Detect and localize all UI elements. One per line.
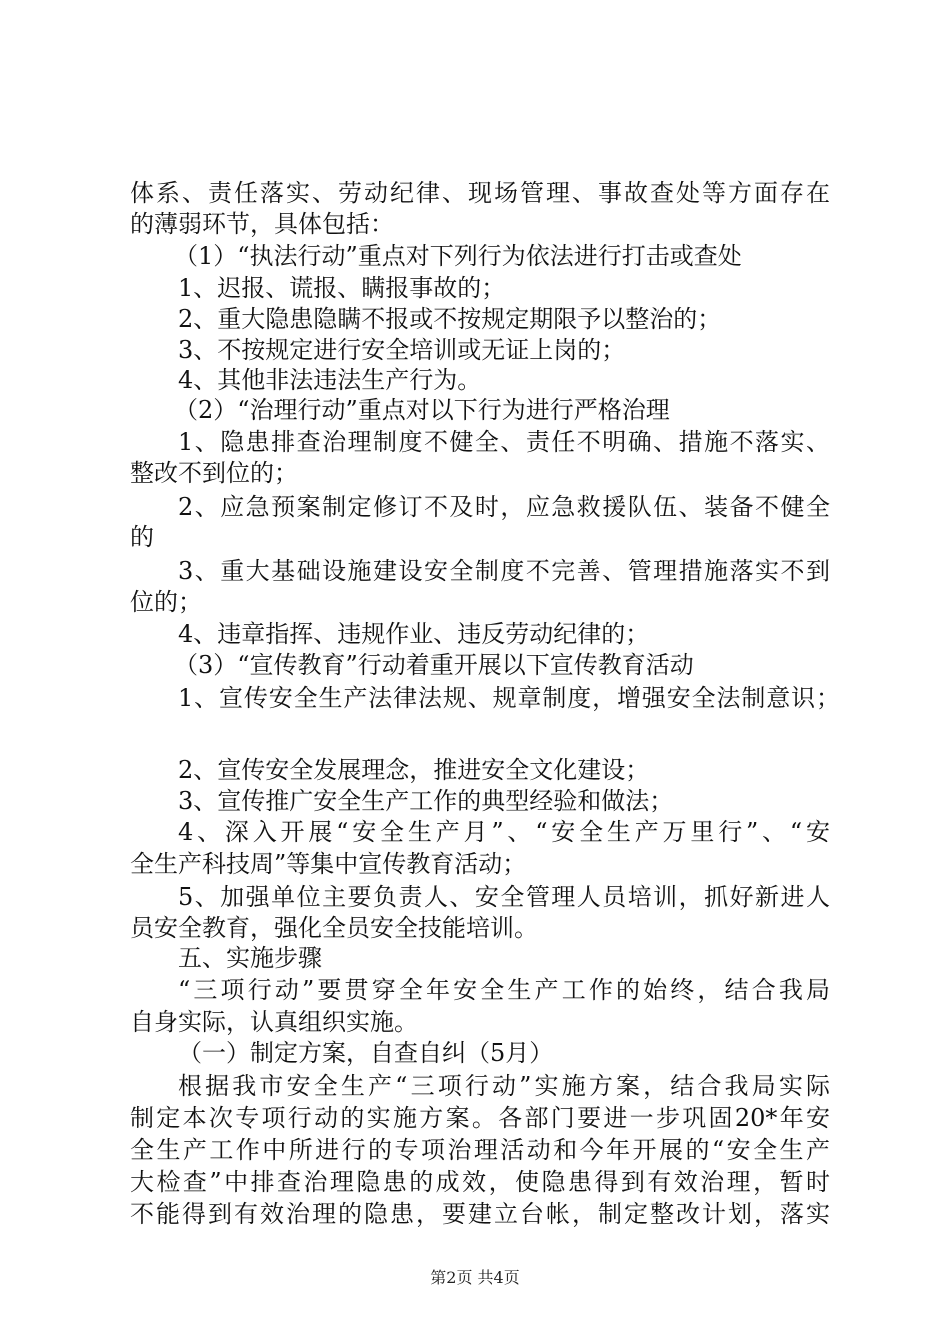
list-item: 2、重大隐患隐瞒不报或不按规定期限予以整治的； [178,305,722,333]
paragraph-line: 大检查”中排查治理隐患的成效，使隐患得到有效治理，暂时 [130,1168,830,1196]
paragraph-line: 全生产工作中所进行的专项治理活动和今年开展的“安全生产 [130,1136,830,1164]
list-item: 3、重大基础设施建设安全制度不完善、管理措施落实不到 [178,557,830,585]
list-item: 5、加强单位主要负责人、安全管理人员培训，抓好新进人 [178,883,830,911]
subsection-heading: （一）制定方案，自查自纠（5月） [178,1039,554,1067]
list-item: 1、迟报、谎报、瞒报事故的； [178,274,506,302]
list-item: 4、深入开展“安全生产月”、“安全生产万里行”、“安 [178,818,830,846]
list-item: 1、宣传安全生产法律法规、规章制度，增强安全法制意识； [178,684,840,712]
list-item-continuation: 位的； [130,588,202,616]
paragraph-line: 制定本次专项行动的实施方案。各部门要进一步巩固20*年安 [130,1104,830,1132]
body-text-line: 的薄弱环节，具体包括： [130,210,394,238]
list-item: 2、应急预案制定修订不及时，应急救援队伍、装备不健全 [178,493,830,521]
section-heading-1: （1）“执法行动”重点对下列行为依法进行打击或查处 [174,242,742,270]
section-heading-3: （3）“宣传教育”行动着重开展以下宣传教育活动 [174,651,694,679]
list-item: 3、宣传推广安全生产工作的典型经验和做法； [178,787,674,815]
section-heading-2: （2）“治理行动”重点对以下行为进行严格治理 [174,396,670,424]
page-number-footer: 第2页 共4页 [430,1268,520,1287]
paragraph-line: “三项行动”要贯穿全年安全生产工作的始终，结合我局 [178,976,830,1004]
list-item-continuation: 员安全教育，强化全员安全技能培训。 [130,914,538,942]
list-item-continuation: 的 [130,523,154,551]
list-item: 2、宣传安全发展理念，推进安全文化建设； [178,756,650,784]
list-item: 3、不按规定进行安全培训或无证上岗的； [178,336,626,364]
body-text-line: 体系、责任落实、劳动纪律、现场管理、事故查处等方面存在 [130,179,830,207]
section-heading-five: 五、实施步骤 [178,944,322,972]
list-item: 4、违章指挥、违规作业、违反劳动纪律的； [178,620,650,648]
paragraph-line: 根据我市安全生产“三项行动”实施方案，结合我局实际 [178,1072,830,1100]
list-item-continuation: 整改不到位的； [130,459,298,487]
list-item-continuation: 全生产科技周”等集中宣传教育活动； [130,850,527,878]
paragraph-line: 不能得到有效治理的隐患，要建立台帐，制定整改计划，落实 [130,1200,830,1228]
list-item: 1、隐患排查治理制度不健全、责任不明确、措施不落实、 [178,428,830,456]
list-item: 4、其他非法违法生产行为。 [178,366,482,394]
paragraph-line: 自身实际，认真组织实施。 [130,1008,418,1036]
